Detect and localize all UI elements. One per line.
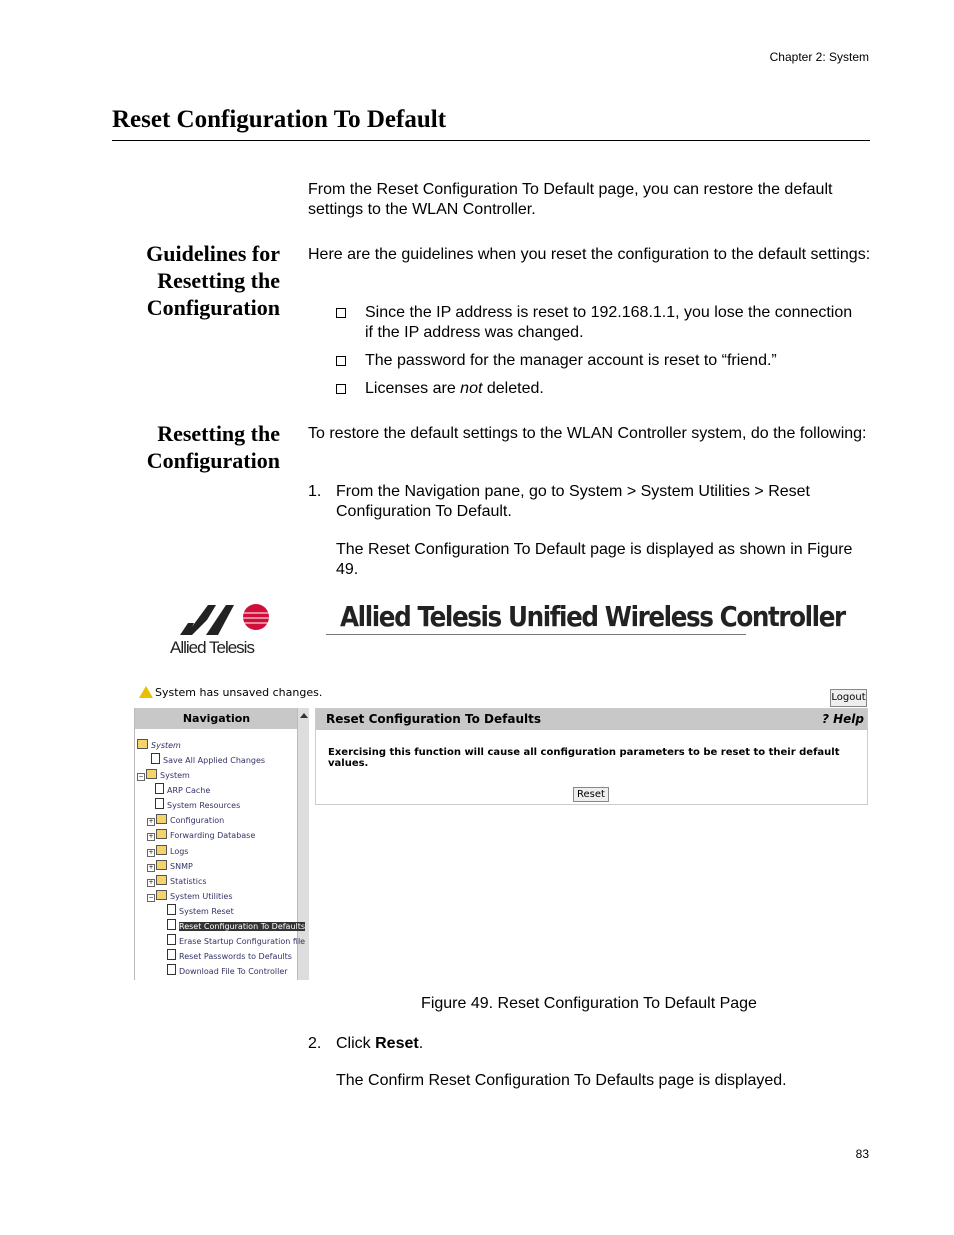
tree-item-system[interactable]: − System [138,771,190,780]
folder-open-icon [146,769,157,779]
expand-icon: + [148,849,154,856]
document-icon [167,919,176,930]
expand-icon: + [148,864,154,871]
tree-item-erase-startup[interactable]: Erase Startup Configuration file [167,934,305,949]
page-title: Reset Configuration To Default [112,106,447,133]
unsaved-warning [139,686,322,699]
resetting-heading-line: Resetting the [157,421,280,446]
logo-text: Allied Telesis [170,638,254,657]
navigation-header: Navigation [135,708,298,729]
banner-underline [326,634,746,635]
figure-caption: Figure 49. Reset Configuration To Default Page [421,995,757,1012]
resetting-lead: To restore the default settings to the WLAN Controller system, do the following: [308,425,867,442]
folder-icon [156,814,167,824]
tree-item-logs[interactable]: + Logs [148,847,189,856]
bullet-text: Since the IP address is reset to 192.168.1.1, you lose the connection if the IP address was changed. [365,304,853,341]
reset-button[interactable]: Reset [573,787,609,802]
panel-title: Reset Configuration To Defaults [326,712,541,726]
content-panel [315,708,868,805]
step-2 [308,1034,868,1054]
intro-paragraph: From the Reset Configuration To Default page, you can restore the default settings to the WLAN Controller. [308,181,833,218]
document-icon [155,783,164,794]
resetting-heading-line: Configuration [146,448,280,473]
allied-telesis-logo [168,603,272,657]
panel-header [316,709,867,730]
guidelines-heading-line: Configuration [146,295,280,320]
folder-open-icon [156,890,167,900]
guidelines-heading [110,240,280,321]
tree-item-statistics[interactable]: + Statistics [148,877,207,886]
product-banner: Allied Telesis Unified Wireless Controller [340,600,845,633]
folder-icon [156,875,167,885]
step-text: From the Navigation pane, go to System > System Utilities > Reset Configuration To Default. [336,483,810,520]
step-1 [308,482,868,522]
checkbox-bullet-icon [336,308,346,318]
step-2-note: The Confirm Reset Configuration To Defaults page is displayed. [336,1072,787,1089]
navigation-pane [134,708,309,980]
title-rule [112,140,870,141]
reset-message: Exercising this function will cause all configuration parameters to be reset to their default values. [328,747,840,769]
tree-item-reset-config[interactable]: Reset Configuration To Defaults [167,919,305,934]
document-icon [167,949,176,960]
tree-item-system-reset[interactable]: System Reset [167,904,234,919]
warning-text: System has unsaved changes. [155,686,323,699]
logout-button[interactable]: Logout [830,689,867,707]
tree-item-save-all[interactable]: Save All Applied Changes [151,753,265,768]
bullet-item [336,379,856,399]
checkbox-bullet-icon [336,384,346,394]
tree-item-forwarding-db[interactable]: + Forwarding Database [148,831,256,840]
resetting-heading [110,420,280,474]
folder-icon [137,739,148,749]
bullet-text: Licenses are not deleted. [365,380,544,397]
expand-icon: + [148,818,154,825]
document-icon [167,934,176,945]
step-text: Click Reset. [336,1035,424,1052]
tree-item-snmp[interactable]: + SNMP [148,862,193,871]
bullet-item [336,351,856,371]
tree-item-reset-passwords[interactable]: Reset Passwords to Defaults [167,949,292,964]
tree-item-system-utilities[interactable]: − System Utilities [148,892,233,901]
collapse-icon: − [138,773,144,780]
checkbox-bullet-icon [336,356,346,366]
tree-item-configuration[interactable]: + Configuration [148,816,225,825]
tree-item-system-resources[interactable]: System Resources [155,798,240,813]
tree-item-arp-cache[interactable]: ARP Cache [155,783,210,798]
help-link[interactable]: ? Help [821,712,864,726]
expand-icon: + [148,833,154,840]
bullet-text: The password for the manager account is reset to “friend.” [365,352,777,369]
chapter-header: Chapter 2: System [769,50,869,64]
guidelines-lead: Here are the guidelines when you reset the configuration to the default settings: [308,246,871,263]
folder-icon [156,845,167,855]
step-number: 1. [308,483,322,500]
step-1-note: The Reset Configuration To Default page is displayed as shown in Figure 49. [336,541,853,578]
document-icon [151,753,160,764]
document-icon [167,964,176,975]
document-icon [155,798,164,809]
tree-item-system-root[interactable]: System [137,738,181,753]
warning-icon [139,686,153,698]
collapse-icon: − [148,894,154,901]
step-number: 2. [308,1035,322,1052]
page-number: 83 [855,1147,869,1161]
folder-icon [156,829,167,839]
folder-icon [156,860,167,870]
guidelines-heading-line: Resetting the [157,268,280,293]
bullet-item [336,303,856,343]
document-icon [167,904,176,915]
guidelines-heading-line: Guidelines for [146,241,280,266]
tree-item-download-file[interactable]: Download File To Controller [167,964,288,979]
expand-icon: + [148,879,154,886]
scroll-up-icon[interactable] [300,713,308,718]
